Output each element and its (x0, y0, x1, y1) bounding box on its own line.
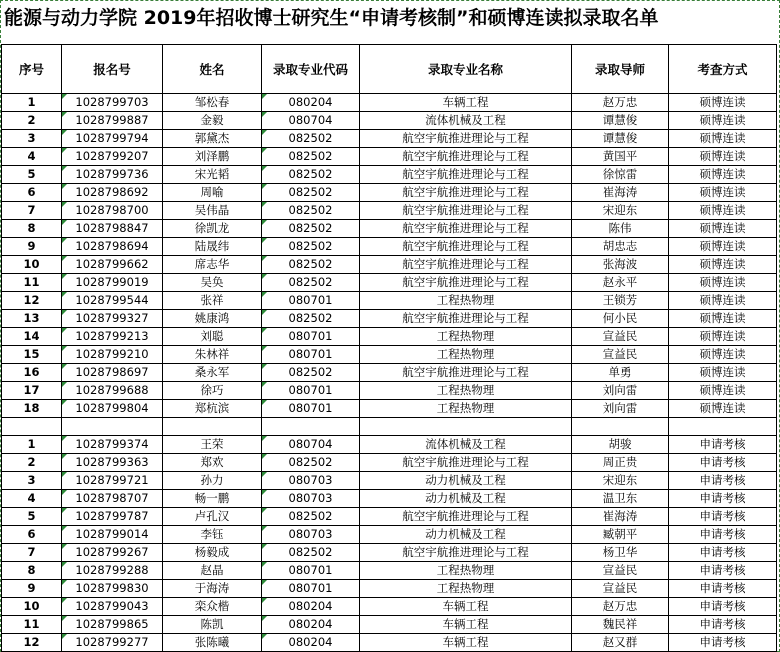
cell-name[interactable]: 吴伟晶 (163, 202, 262, 220)
cell-advisor[interactable]: 单勇 (572, 364, 669, 382)
cell-name[interactable]: 王荣 (163, 436, 262, 454)
cell-method[interactable]: 申请考核 (669, 436, 777, 454)
cell-method[interactable]: 硕博连读 (669, 148, 777, 166)
cell-major-name[interactable]: 流体机械及工程 (360, 112, 572, 130)
col-header-major-code[interactable]: 录取专业代码 (262, 45, 360, 94)
cell-method[interactable]: 申请考核 (669, 526, 777, 544)
cell-method[interactable]: 硕博连读 (669, 382, 777, 400)
cell-method[interactable]: 硕博连读 (669, 364, 777, 382)
cell-advisor[interactable]: 刘向雷 (572, 400, 669, 418)
cell-reg-no[interactable]: 1028799688 (62, 382, 163, 400)
cell-major-name[interactable]: 航空宇航推进理论与工程 (360, 184, 572, 202)
cell-method[interactable]: 硕博连读 (669, 220, 777, 238)
cell-reg-no[interactable]: 1028799207 (62, 148, 163, 166)
cell-name[interactable]: 吴奂 (163, 274, 262, 292)
cell-major-name[interactable]: 车辆工程 (360, 94, 572, 112)
cell-name[interactable]: 朱林祥 (163, 346, 262, 364)
col-header-index[interactable]: 序号 (2, 45, 62, 94)
cell-index[interactable]: 6 (2, 526, 62, 544)
cell-method[interactable]: 硕博连读 (669, 202, 777, 220)
table-row (2, 166, 777, 184)
cell-index[interactable]: 11 (2, 274, 62, 292)
cell-method[interactable]: 申请考核 (669, 544, 777, 562)
table-row (2, 526, 777, 544)
cell-major-code[interactable]: 080701 (262, 400, 360, 418)
cell-index[interactable]: 5 (2, 508, 62, 526)
cell-reg-no[interactable]: 1028799213 (62, 328, 163, 346)
cell-advisor[interactable]: 胡骏 (572, 436, 669, 454)
cell-method[interactable]: 硕博连读 (669, 328, 777, 346)
cell-index[interactable]: 3 (2, 130, 62, 148)
cell-name[interactable]: 畅一鹏 (163, 490, 262, 508)
table-row (2, 346, 777, 364)
cell-index[interactable]: 1 (2, 436, 62, 454)
cell-index[interactable]: 12 (2, 292, 62, 310)
cell-reg-no[interactable]: 1028799327 (62, 310, 163, 328)
cell-major-name[interactable]: 航空宇航推进理论与工程 (360, 202, 572, 220)
cell-major-code[interactable]: 082502 (262, 184, 360, 202)
cell-method[interactable]: 硕博连读 (669, 400, 777, 418)
cell-method[interactable]: 申请考核 (669, 562, 777, 580)
cell-reg-no[interactable]: 1028799267 (62, 544, 163, 562)
table-row (2, 454, 777, 472)
cell-index[interactable]: 5 (2, 166, 62, 184)
cell-name[interactable]: 卢孔汉 (163, 508, 262, 526)
cell-index[interactable]: 18 (2, 400, 62, 418)
cell-major-name[interactable]: 工程热物理 (360, 580, 572, 598)
cell-method[interactable]: 硕博连读 (669, 130, 777, 148)
cell-advisor[interactable]: 宣益民 (572, 580, 669, 598)
cell-index[interactable]: 7 (2, 544, 62, 562)
cell-major-name[interactable]: 工程热物理 (360, 328, 572, 346)
table-row (2, 220, 777, 238)
cell-major-code[interactable]: 082502 (262, 544, 360, 562)
cell-index[interactable]: 4 (2, 148, 62, 166)
cell-name[interactable]: 姚康鸿 (163, 310, 262, 328)
empty-cell[interactable] (262, 418, 360, 436)
cell-major-code[interactable]: 082502 (262, 364, 360, 382)
cell-major-code[interactable]: 082502 (262, 166, 360, 184)
cell-method[interactable]: 硕博连读 (669, 256, 777, 274)
cell-name[interactable]: 郭黛杰 (163, 130, 262, 148)
table-row (2, 634, 777, 652)
col-header-name[interactable]: 姓名 (163, 45, 262, 94)
cell-major-code[interactable]: 082502 (262, 238, 360, 256)
cell-reg-no[interactable]: 1028799830 (62, 580, 163, 598)
cell-major-name[interactable]: 动力机械及工程 (360, 526, 572, 544)
cell-reg-no[interactable]: 1028799288 (62, 562, 163, 580)
cell-name[interactable]: 金毅 (163, 112, 262, 130)
cell-index[interactable]: 9 (2, 580, 62, 598)
table-row (2, 292, 777, 310)
table-row (2, 400, 777, 418)
cell-advisor[interactable]: 谭慧俊 (572, 112, 669, 130)
cell-major-code[interactable]: 082502 (262, 130, 360, 148)
table-row (2, 94, 777, 112)
cell-advisor[interactable]: 何小民 (572, 310, 669, 328)
cell-index[interactable]: 7 (2, 202, 62, 220)
table-row (2, 202, 777, 220)
empty-cell[interactable] (572, 418, 669, 436)
cell-major-name[interactable]: 航空宇航推进理论与工程 (360, 310, 572, 328)
cell-advisor[interactable]: 宣益民 (572, 346, 669, 364)
cell-index[interactable]: 8 (2, 220, 62, 238)
cell-major-name[interactable]: 工程热物理 (360, 346, 572, 364)
cell-major-code[interactable]: 082502 (262, 202, 360, 220)
separator-row (2, 418, 777, 436)
table-row (2, 382, 777, 400)
cell-major-code[interactable]: 082502 (262, 148, 360, 166)
cell-name[interactable]: 席志华 (163, 256, 262, 274)
cell-major-name[interactable]: 动力机械及工程 (360, 490, 572, 508)
table-row (2, 310, 777, 328)
cell-index[interactable]: 8 (2, 562, 62, 580)
cell-advisor[interactable]: 赵万忠 (572, 598, 669, 616)
cell-method[interactable]: 硕博连读 (669, 94, 777, 112)
cell-name[interactable]: 郑杭滨 (163, 400, 262, 418)
cell-major-name[interactable]: 工程热物理 (360, 400, 572, 418)
cell-major-name[interactable]: 航空宇航推进理论与工程 (360, 544, 572, 562)
table-row (2, 508, 777, 526)
cell-advisor[interactable]: 宋迎东 (572, 472, 669, 490)
cell-method[interactable]: 申请考核 (669, 454, 777, 472)
cell-major-code[interactable]: 082502 (262, 508, 360, 526)
cell-advisor[interactable]: 宣益民 (572, 562, 669, 580)
cell-major-name[interactable]: 航空宇航推进理论与工程 (360, 364, 572, 382)
cell-index[interactable]: 3 (2, 472, 62, 490)
cell-advisor[interactable]: 刘向雷 (572, 382, 669, 400)
cell-major-name[interactable]: 航空宇航推进理论与工程 (360, 274, 572, 292)
cell-method[interactable]: 申请考核 (669, 634, 777, 652)
table-row (2, 130, 777, 148)
cell-reg-no[interactable]: 1028798700 (62, 202, 163, 220)
cell-major-name[interactable]: 航空宇航推进理论与工程 (360, 130, 572, 148)
cell-major-name[interactable]: 流体机械及工程 (360, 436, 572, 454)
cell-index[interactable]: 10 (2, 598, 62, 616)
cell-advisor[interactable]: 温卫东 (572, 490, 669, 508)
cell-advisor[interactable]: 臧朝平 (572, 526, 669, 544)
cell-advisor[interactable]: 崔海涛 (572, 184, 669, 202)
cell-name[interactable]: 桑永军 (163, 364, 262, 382)
cell-major-name[interactable]: 航空宇航推进理论与工程 (360, 166, 572, 184)
cell-major-code[interactable]: 080701 (262, 346, 360, 364)
table-row (2, 472, 777, 490)
cell-index[interactable]: 9 (2, 238, 62, 256)
cell-name[interactable]: 张陈曦 (163, 634, 262, 652)
cell-major-code[interactable]: 080204 (262, 616, 360, 634)
cell-name[interactable]: 刘泽鹏 (163, 148, 262, 166)
cell-index[interactable]: 12 (2, 634, 62, 652)
cell-index[interactable]: 13 (2, 310, 62, 328)
cell-advisor[interactable]: 周正贵 (572, 454, 669, 472)
cell-reg-no[interactable]: 1028799736 (62, 166, 163, 184)
cell-major-name[interactable]: 车辆工程 (360, 634, 572, 652)
cell-major-name[interactable]: 工程热物理 (360, 382, 572, 400)
cell-method[interactable]: 申请考核 (669, 580, 777, 598)
cell-major-name[interactable]: 工程热物理 (360, 562, 572, 580)
cell-advisor[interactable]: 王锁芳 (572, 292, 669, 310)
cell-name[interactable]: 栾众楷 (163, 598, 262, 616)
cell-reg-no[interactable]: 1028799210 (62, 346, 163, 364)
cell-major-name[interactable]: 航空宇航推进理论与工程 (360, 256, 572, 274)
cell-method[interactable]: 硕博连读 (669, 274, 777, 292)
cell-major-name[interactable]: 工程热物理 (360, 292, 572, 310)
table-row (2, 436, 777, 454)
cell-name[interactable]: 张祥 (163, 292, 262, 310)
cell-name[interactable]: 李钰 (163, 526, 262, 544)
empty-cell[interactable] (163, 418, 262, 436)
cell-advisor[interactable]: 张海波 (572, 256, 669, 274)
page-title: 能源与动力学院 2019年招收博士研究生“申请考核制”和硕博连读拟录取名单 (4, 7, 659, 29)
cell-major-code[interactable]: 080204 (262, 634, 360, 652)
header-row (2, 45, 777, 94)
cell-reg-no[interactable]: 1028798694 (62, 238, 163, 256)
cell-major-name[interactable]: 航空宇航推进理论与工程 (360, 238, 572, 256)
empty-cell[interactable] (360, 418, 572, 436)
cell-major-name[interactable]: 航空宇航推进理论与工程 (360, 454, 572, 472)
cell-reg-no[interactable]: 1028799804 (62, 400, 163, 418)
col-header-reg-no[interactable]: 报名号 (62, 45, 163, 94)
cell-reg-no[interactable]: 1028799363 (62, 454, 163, 472)
cell-reg-no[interactable]: 1028799019 (62, 274, 163, 292)
cell-advisor[interactable]: 宣益民 (572, 328, 669, 346)
table-row (2, 490, 777, 508)
cell-major-code[interactable]: 080701 (262, 580, 360, 598)
cell-method[interactable]: 申请考核 (669, 490, 777, 508)
table-row (2, 562, 777, 580)
cell-advisor[interactable]: 胡忠志 (572, 238, 669, 256)
cell-index[interactable]: 1 (2, 94, 62, 112)
cell-name[interactable]: 郑欢 (163, 454, 262, 472)
cell-reg-no[interactable]: 1028799721 (62, 472, 163, 490)
table-row (2, 364, 777, 382)
cell-method[interactable]: 硕博连读 (669, 112, 777, 130)
cell-reg-no[interactable]: 1028799794 (62, 130, 163, 148)
admission-table (1, 44, 777, 652)
col-header-advisor[interactable]: 录取导师 (572, 45, 669, 94)
col-header-major-name[interactable]: 录取专业名称 (360, 45, 572, 94)
cell-advisor[interactable]: 杨卫华 (572, 544, 669, 562)
cell-index[interactable]: 2 (2, 454, 62, 472)
cell-major-code[interactable]: 080701 (262, 292, 360, 310)
cell-reg-no[interactable]: 1028799703 (62, 94, 163, 112)
table-row (2, 112, 777, 130)
table-row (2, 328, 777, 346)
cell-advisor[interactable]: 谭慧俊 (572, 130, 669, 148)
cell-method[interactable]: 硕博连读 (669, 310, 777, 328)
table-row (2, 274, 777, 292)
cell-major-code[interactable]: 080701 (262, 328, 360, 346)
cell-reg-no[interactable]: 1028798692 (62, 184, 163, 202)
cell-reg-no[interactable]: 1028798707 (62, 490, 163, 508)
cell-major-code[interactable]: 082502 (262, 220, 360, 238)
cell-name[interactable]: 陈凯 (163, 616, 262, 634)
cell-index[interactable]: 6 (2, 184, 62, 202)
cell-index[interactable]: 15 (2, 346, 62, 364)
cell-reg-no[interactable]: 1028799787 (62, 508, 163, 526)
cell-index[interactable]: 10 (2, 256, 62, 274)
cell-name[interactable]: 孙力 (163, 472, 262, 490)
cell-reg-no[interactable]: 1028799662 (62, 256, 163, 274)
cell-advisor[interactable]: 崔海涛 (572, 508, 669, 526)
cell-advisor[interactable]: 陈伟 (572, 220, 669, 238)
cell-major-code[interactable]: 080701 (262, 382, 360, 400)
cell-reg-no[interactable]: 1028798847 (62, 220, 163, 238)
cell-major-code[interactable]: 080204 (262, 598, 360, 616)
col-header-method[interactable]: 考查方式 (669, 45, 777, 94)
empty-cell[interactable] (2, 418, 62, 436)
cell-advisor[interactable]: 魏民祥 (572, 616, 669, 634)
cell-major-code[interactable]: 080703 (262, 472, 360, 490)
table-row (2, 544, 777, 562)
table-row (2, 238, 777, 256)
cell-major-code[interactable]: 080704 (262, 436, 360, 454)
cell-index[interactable]: 11 (2, 616, 62, 634)
cell-major-code[interactable]: 080204 (262, 94, 360, 112)
table-row (2, 616, 777, 634)
table-row (2, 598, 777, 616)
cell-major-name[interactable]: 航空宇航推进理论与工程 (360, 148, 572, 166)
cell-name[interactable]: 陆晟纬 (163, 238, 262, 256)
cell-major-name[interactable]: 车辆工程 (360, 616, 572, 634)
empty-cell[interactable] (669, 418, 777, 436)
table-row (2, 256, 777, 274)
table-row (2, 184, 777, 202)
cell-index[interactable]: 14 (2, 328, 62, 346)
cell-major-code[interactable]: 082502 (262, 310, 360, 328)
table-row (2, 148, 777, 166)
cell-name[interactable]: 周喻 (163, 184, 262, 202)
cell-reg-no[interactable]: 1028799043 (62, 598, 163, 616)
cell-name[interactable]: 赵晶 (163, 562, 262, 580)
cell-major-code[interactable]: 080703 (262, 490, 360, 508)
empty-cell[interactable] (62, 418, 163, 436)
cell-name[interactable]: 宋光韬 (163, 166, 262, 184)
cell-method[interactable]: 硕博连读 (669, 166, 777, 184)
cell-major-code[interactable]: 082502 (262, 256, 360, 274)
cell-advisor[interactable]: 徐惊雷 (572, 166, 669, 184)
cell-method[interactable]: 申请考核 (669, 472, 777, 490)
cell-major-code[interactable]: 080703 (262, 526, 360, 544)
cell-advisor[interactable]: 赵又群 (572, 634, 669, 652)
cell-reg-no[interactable]: 1028799887 (62, 112, 163, 130)
cell-index[interactable]: 4 (2, 490, 62, 508)
cell-name[interactable]: 于海涛 (163, 580, 262, 598)
cell-major-code[interactable]: 082502 (262, 454, 360, 472)
cell-major-name[interactable]: 航空宇航推进理论与工程 (360, 220, 572, 238)
cell-reg-no[interactable]: 1028798697 (62, 364, 163, 382)
cell-reg-no[interactable]: 1028799374 (62, 436, 163, 454)
cell-name[interactable]: 邹松春 (163, 94, 262, 112)
cell-major-name[interactable]: 动力机械及工程 (360, 472, 572, 490)
cell-name[interactable]: 杨毅成 (163, 544, 262, 562)
cell-reg-no[interactable]: 1028799544 (62, 292, 163, 310)
cell-method[interactable]: 硕博连读 (669, 292, 777, 310)
cell-advisor[interactable]: 赵万忠 (572, 94, 669, 112)
cell-method[interactable]: 申请考核 (669, 508, 777, 526)
cell-major-code[interactable]: 080704 (262, 112, 360, 130)
cell-major-name[interactable]: 车辆工程 (360, 598, 572, 616)
cell-reg-no[interactable]: 1028799014 (62, 526, 163, 544)
cell-reg-no[interactable]: 1028799277 (62, 634, 163, 652)
cell-method[interactable]: 申请考核 (669, 616, 777, 634)
cell-major-code[interactable]: 082502 (262, 274, 360, 292)
cell-method[interactable]: 硕博连读 (669, 346, 777, 364)
cell-major-code[interactable]: 080701 (262, 562, 360, 580)
cell-index[interactable]: 17 (2, 382, 62, 400)
cell-name[interactable]: 刘聪 (163, 328, 262, 346)
cell-method[interactable]: 硕博连读 (669, 184, 777, 202)
cell-advisor[interactable]: 宋迎东 (572, 202, 669, 220)
cell-name[interactable]: 徐凯龙 (163, 220, 262, 238)
table-row (2, 580, 777, 598)
cell-index[interactable]: 16 (2, 364, 62, 382)
cell-index[interactable]: 2 (2, 112, 62, 130)
cell-method[interactable]: 硕博连读 (669, 238, 777, 256)
cell-major-name[interactable]: 航空宇航推进理论与工程 (360, 508, 572, 526)
cell-method[interactable]: 申请考核 (669, 598, 777, 616)
cell-advisor[interactable]: 赵永平 (572, 274, 669, 292)
cell-name[interactable]: 徐巧 (163, 382, 262, 400)
cell-reg-no[interactable]: 1028799865 (62, 616, 163, 634)
cell-advisor[interactable]: 黄国平 (572, 148, 669, 166)
